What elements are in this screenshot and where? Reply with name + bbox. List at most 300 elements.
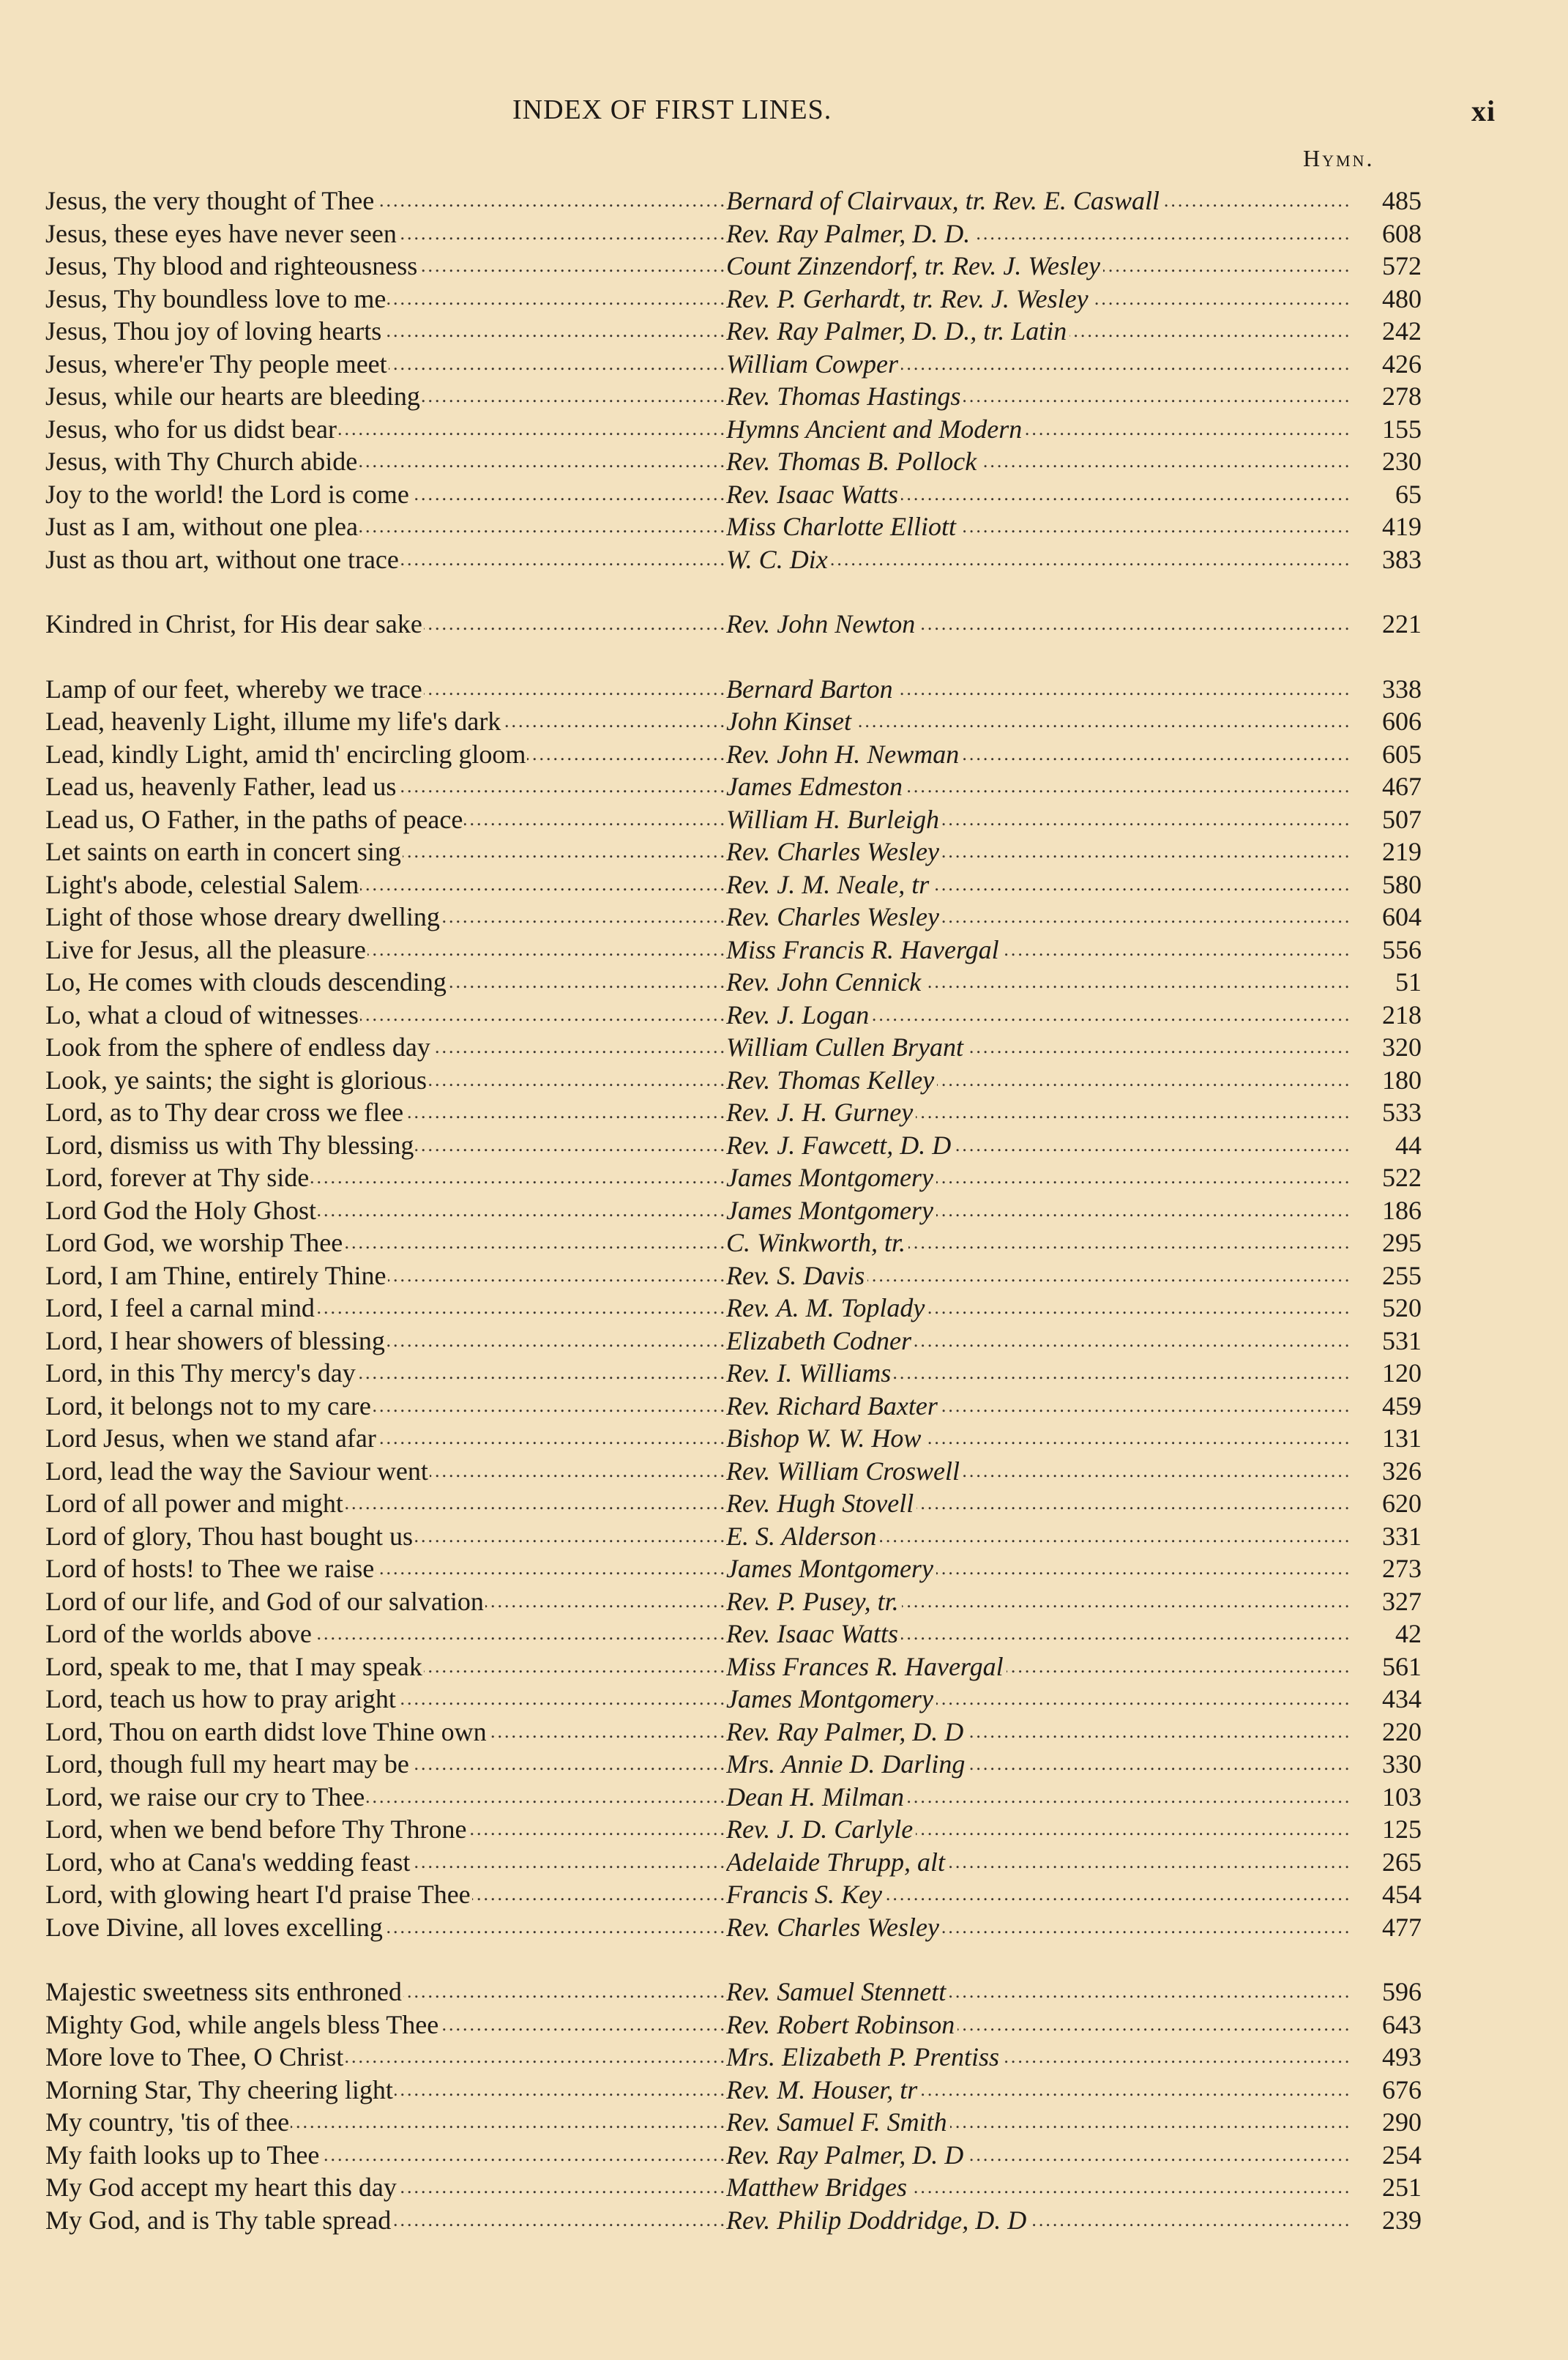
author-text: Dean H. Milman (726, 1782, 907, 1812)
author-cell (726, 2139, 1352, 2172)
hymn-number: 606 (1382, 707, 1422, 736)
hymn-number: 676 (1382, 2074, 1422, 2104)
first-line-text: Light of those whose dreary dwelling (45, 902, 440, 931)
first-line-cell (45, 934, 726, 967)
author-cell (726, 1650, 1352, 1683)
author-text: Rev. John H. Newman (726, 740, 962, 769)
author-cell (726, 2204, 1352, 2237)
first-line-cell (45, 2171, 726, 2204)
index-entry (45, 966, 1422, 999)
hymn-number: 242 (1382, 316, 1422, 346)
first-line-text: Lord, I am Thine, entirely Thine (45, 1260, 387, 1290)
first-line-text: Lord Jesus, when we stand afar (45, 1423, 376, 1453)
author-cell (726, 478, 1352, 511)
first-line-text: Just as thou art, without one trace (45, 544, 399, 574)
author-text: Rev. J. Fawcett, D. D (726, 1131, 954, 1160)
first-line-text: Lord, when we bend before Thy Throne (45, 1814, 467, 1844)
author-text: Rev. John Cennick (726, 967, 924, 997)
author-text: Rev. Ray Palmer, D. D (726, 2140, 966, 2170)
author-text: Rev. J. Logan (726, 1000, 872, 1030)
first-line-cell (45, 1129, 726, 1162)
hymn-number: 51 (1395, 967, 1422, 997)
author-cell (726, 1259, 1352, 1292)
author-cell (726, 1552, 1352, 1585)
first-line-cell (45, 1716, 726, 1749)
author-text: Bernard of Clairvaux, tr. Rev. E. Caswall (726, 186, 1162, 215)
author-text: Count Zinzendorf, tr. Rev. J. Wesley (726, 251, 1103, 280)
first-line-text: Lord of all power and might (45, 1489, 343, 1518)
first-line-cell (45, 413, 726, 446)
index-entry (45, 2139, 1422, 2172)
first-line-text: Jesus, where'er Thy people meet (45, 349, 387, 379)
index-entry (45, 1031, 1422, 1064)
author-text: Bishop W. W. How (726, 1423, 924, 1453)
first-line-cell (45, 1096, 726, 1129)
hymn-number: 605 (1382, 739, 1422, 769)
index-entry (45, 1618, 1422, 1650)
first-line-cell (45, 966, 726, 999)
author-text: Mrs. Elizabeth P. Prentiss (726, 2042, 1002, 2071)
hymn-number: 65 (1395, 479, 1422, 509)
hymn-number: 643 (1382, 2009, 1422, 2039)
first-line-cell (45, 2009, 726, 2041)
first-line-cell (45, 2041, 726, 2074)
author-text: Rev. Ray Palmer, D. D., tr. Latin (726, 316, 1069, 346)
author-text: Rev. J. M. Neale, tr (726, 870, 932, 899)
index-entry (45, 2009, 1422, 2041)
first-line-cell (45, 901, 726, 934)
hymn-number: 220 (1382, 1716, 1422, 1746)
author-text: Bernard Barton (726, 674, 896, 704)
index-entry (45, 1325, 1422, 1358)
index-entry (45, 1129, 1422, 1162)
first-line-text: Lord, who at Cana's wedding feast (45, 1847, 411, 1877)
page-title: INDEX OF FIRST LINES. (512, 94, 832, 125)
index-entry (45, 2171, 1422, 2204)
hymn-number: 520 (1382, 1293, 1422, 1322)
first-line-cell (45, 738, 726, 771)
author-text: Rev. Ray Palmer, D. D. (726, 219, 973, 248)
first-line-text: Just as I am, without one plea (45, 512, 358, 541)
author-text: Rev. Isaac Watts (726, 480, 901, 509)
first-line-text: Look from the sphere of endless day (45, 1032, 430, 1062)
author-text: Rev. Thomas Kelley (726, 1065, 937, 1095)
first-line-text: More love to Thee, O Christ (45, 2042, 344, 2071)
index-entry (45, 868, 1422, 901)
first-line-cell (45, 1520, 726, 1553)
index-entry (45, 2204, 1422, 2237)
first-line-cell (45, 1585, 726, 1618)
author-cell (726, 217, 1352, 250)
hymn-number: 531 (1382, 1325, 1422, 1355)
first-line-cell (45, 1748, 726, 1781)
index-entry (45, 673, 1422, 706)
letter-group-j (45, 185, 1422, 576)
first-line-text: Lead us, heavenly Father, lead us (45, 772, 397, 801)
hymn-number: 239 (1382, 2205, 1422, 2235)
hymn-number: 327 (1382, 1586, 1422, 1616)
index-entry (45, 901, 1422, 934)
hymn-number: 331 (1382, 1521, 1422, 1551)
index-entry (45, 1911, 1422, 1944)
author-cell (726, 1520, 1352, 1553)
first-line-text: Jesus, Thy boundless love to me (45, 283, 387, 313)
first-line-text: Lead us, O Father, in the paths of peace (45, 804, 463, 834)
first-line-cell (45, 1161, 726, 1194)
author-cell (726, 543, 1352, 576)
first-line-text: Mighty God, while angels bless Thee (45, 2009, 439, 2039)
hymn-number: 383 (1382, 544, 1422, 574)
author-text: Miss Frances R. Havergal (726, 1652, 1007, 1681)
index-entry (45, 934, 1422, 967)
first-line-cell (45, 380, 726, 413)
hymn-number: 608 (1382, 218, 1422, 248)
hymn-number: 295 (1382, 1228, 1422, 1257)
author-text: Rev. Charles Wesley (726, 1913, 942, 1942)
author-text: Rev. P. Pusey, tr. (726, 1587, 902, 1616)
author-cell (726, 1716, 1352, 1749)
author-cell (726, 1031, 1352, 1064)
first-line-cell (45, 445, 726, 478)
first-line-text: My God, and is Thy table spread (45, 2205, 392, 2235)
first-line-text: Lamp of our feet, whereby we trace (45, 674, 422, 704)
first-line-text: Jesus, who for us didst bear (45, 414, 337, 444)
author-text: Rev. A. M. Toplady (726, 1293, 927, 1322)
index-entry (45, 510, 1422, 543)
first-line-cell (45, 1422, 726, 1455)
author-cell (726, 738, 1352, 771)
author-cell (726, 250, 1352, 283)
author-text: Rev. Thomas B. Pollock (726, 447, 979, 476)
hymn-number: 604 (1382, 902, 1422, 931)
hymn-number: 620 (1382, 1489, 1422, 1518)
author-text: Hymns Ancient and Modern (726, 414, 1025, 444)
page-header (0, 94, 1568, 138)
index-entry (45, 1096, 1422, 1129)
first-line-text: Lord, I feel a carnal mind (45, 1293, 315, 1322)
hymn-number: 42 (1395, 1619, 1422, 1648)
index-entry (45, 1781, 1422, 1814)
first-line-cell (45, 608, 726, 641)
first-line-text: Light's abode, celestial Salem (45, 869, 359, 899)
first-line-text: Lord, though full my heart may be (45, 1749, 409, 1779)
author-text: William Cowper (726, 349, 901, 379)
hymn-number: 556 (1382, 934, 1422, 964)
hymn-number: 219 (1382, 837, 1422, 866)
hymn-number: 338 (1382, 674, 1422, 704)
author-cell (726, 283, 1352, 316)
hymn-number: 131 (1382, 1423, 1422, 1453)
author-cell (726, 1194, 1352, 1227)
first-line-cell (45, 1194, 726, 1227)
first-line-text: Lo, what a cloud of witnesses (45, 1000, 359, 1030)
index-entry (45, 1552, 1422, 1585)
index-entry (45, 1390, 1422, 1423)
index-entry (45, 705, 1422, 738)
first-line-cell (45, 2074, 726, 2107)
author-text: Rev. Charles Wesley (726, 902, 942, 931)
first-line-cell (45, 999, 726, 1032)
author-text: Rev. Hugh Stovell (726, 1489, 916, 1518)
hymn-number: 419 (1382, 512, 1422, 541)
author-cell (726, 1292, 1352, 1325)
author-cell (726, 413, 1352, 446)
first-line-cell (45, 673, 726, 706)
first-line-cell (45, 770, 726, 803)
index-entry (45, 1813, 1422, 1846)
author-text: Rev. I. Williams (726, 1358, 894, 1388)
author-cell (726, 1161, 1352, 1194)
first-line-cell (45, 283, 726, 316)
first-line-cell (45, 1976, 726, 2009)
index-entry (45, 2106, 1422, 2139)
index-entry (45, 348, 1422, 381)
index-entry (45, 1878, 1422, 1911)
author-cell (726, 1813, 1352, 1846)
hymn-number: 330 (1382, 1749, 1422, 1779)
first-line-text: My country, 'tis of thee (45, 2107, 290, 2137)
first-line-text: Lord, dismiss us with Thy blessing (45, 1130, 414, 1160)
author-text: Rev. J. D. Carlyle (726, 1814, 916, 1844)
index-entry (45, 1194, 1422, 1227)
hymn-number: 454 (1382, 1880, 1422, 1909)
author-text: James Montgomery (726, 1163, 936, 1192)
first-line-cell (45, 1552, 726, 1585)
hymn-number: 580 (1382, 869, 1422, 899)
index-entry (45, 1976, 1422, 2009)
first-line-text: Lord of glory, Thou hast bought us (45, 1521, 413, 1551)
hymn-column-heading: Hymn. (1303, 145, 1375, 171)
hymn-number: 254 (1382, 2140, 1422, 2170)
first-line-text: Look, ye saints; the sight is glorious (45, 1065, 427, 1095)
first-line-text: Lord of the worlds above (45, 1619, 312, 1648)
first-line-cell (45, 1325, 726, 1358)
first-line-text: Lord, as to Thy dear cross we flee (45, 1098, 404, 1127)
author-cell (726, 803, 1352, 836)
first-line-text: Lord, it belongs not to my care (45, 1391, 371, 1421)
index-entry (45, 1748, 1422, 1781)
first-line-cell (45, 1878, 726, 1911)
hymn-number: 493 (1382, 2042, 1422, 2071)
index-entry (45, 1064, 1422, 1097)
author-cell (726, 1878, 1352, 1911)
first-line-cell (45, 1487, 726, 1520)
hymn-number: 125 (1382, 1814, 1422, 1844)
author-text: Matthew Bridges (726, 2173, 910, 2202)
first-line-cell (45, 1846, 726, 1879)
index-entry (45, 1716, 1422, 1749)
first-line-cell (45, 1031, 726, 1064)
author-text: Rev. William Croswell (726, 1456, 963, 1486)
author-cell (726, 2074, 1352, 2107)
first-line-cell (45, 217, 726, 250)
index-entry (45, 1585, 1422, 1618)
index-entry (45, 380, 1422, 413)
first-line-cell (45, 1683, 726, 1716)
author-cell (726, 673, 1352, 706)
author-cell (726, 348, 1352, 381)
author-cell (726, 934, 1352, 967)
author-text: Rev. Thomas Hastings (726, 381, 963, 411)
first-line-text: Kindred in Christ, for His dear sake (45, 609, 422, 639)
hymn-number: 265 (1382, 1847, 1422, 1877)
first-line-text: My God accept my heart this day (45, 2173, 397, 2202)
author-text: William H. Burleigh (726, 805, 942, 834)
index-entry (45, 1520, 1422, 1553)
index-entry (45, 738, 1422, 771)
first-line-cell (45, 705, 726, 738)
author-cell (726, 1748, 1352, 1781)
index-entry (45, 1292, 1422, 1325)
first-line-text: Lord God, we worship Thee (45, 1228, 343, 1257)
hymn-number: 320 (1382, 1032, 1422, 1062)
first-line-text: Morning Star, Thy cheering light (45, 2074, 393, 2104)
index-entry (45, 1650, 1422, 1683)
hymn-number: 180 (1382, 1065, 1422, 1095)
author-text: Rev. Ray Palmer, D. D (726, 1717, 966, 1746)
author-text: Rev. John Newton (726, 609, 918, 639)
first-line-text: My faith looks up to Thee (45, 2140, 320, 2170)
first-line-text: Let saints on earth in concert sing (45, 837, 401, 866)
first-line-text: Lord, teach us how to pray aright (45, 1684, 396, 1713)
first-line-cell (45, 1813, 726, 1846)
index-entry (45, 283, 1422, 316)
hymn-number: 155 (1382, 414, 1422, 444)
index-entry (45, 1161, 1422, 1194)
first-line-cell (45, 510, 726, 543)
author-text: Rev. Richard Baxter (726, 1391, 941, 1421)
first-line-text: Majestic sweetness sits enthroned (45, 1977, 402, 2006)
first-line-text: Jesus, with Thy Church abide (45, 447, 358, 476)
hymn-number: 230 (1382, 447, 1422, 476)
author-cell (726, 1487, 1352, 1520)
author-cell (726, 1357, 1352, 1390)
index-entry (45, 1487, 1422, 1520)
first-line-text: Lead, kindly Light, amid th' encircling gloom (45, 739, 526, 769)
hymn-number: 480 (1382, 283, 1422, 313)
hymn-number: 467 (1382, 772, 1422, 801)
first-line-text: Lord of hosts! to Thee we raise (45, 1554, 375, 1583)
author-cell (726, 966, 1352, 999)
author-text: James Montgomery (726, 1554, 936, 1583)
author-text: James Montgomery (726, 1196, 936, 1225)
first-line-text: Lord, Thou on earth didst love Thine own (45, 1716, 487, 1746)
index-entry (45, 445, 1422, 478)
index-entry (45, 413, 1422, 446)
first-line-cell (45, 835, 726, 868)
first-line-text: Joy to the world! the Lord is come (45, 479, 409, 509)
author-cell (726, 315, 1352, 348)
first-line-cell (45, 1618, 726, 1650)
index-entry (45, 1259, 1422, 1292)
author-text: W. C. Dix (726, 545, 831, 574)
first-line-text: Jesus, while our hearts are bleeding (45, 381, 420, 411)
hymn-number: 326 (1382, 1456, 1422, 1486)
author-cell (726, 185, 1352, 217)
first-line-cell (45, 2204, 726, 2237)
hymn-number: 251 (1382, 2173, 1422, 2202)
index-entry (45, 1683, 1422, 1716)
author-cell (726, 1064, 1352, 1097)
first-line-text: Lord, forever at Thy side (45, 1163, 310, 1192)
first-line-cell (45, 1390, 726, 1423)
first-line-cell (45, 185, 726, 217)
first-line-cell (45, 1911, 726, 1944)
hymn-number: 485 (1382, 186, 1422, 215)
hymn-number: 561 (1382, 1651, 1422, 1681)
hymn-number: 522 (1382, 1163, 1422, 1192)
author-cell (726, 868, 1352, 901)
author-text: Rev. Samuel F. Smith (726, 2107, 950, 2137)
author-text: Adelaide Thrupp, alt (726, 1847, 948, 1877)
author-text: Francis S. Key (726, 1880, 885, 1909)
author-cell (726, 1781, 1352, 1814)
first-line-cell (45, 1781, 726, 1814)
hymn-number: 459 (1382, 1391, 1422, 1421)
first-line-text: Lo, He comes with clouds descending (45, 967, 447, 997)
author-cell (726, 1683, 1352, 1716)
index-entry (45, 770, 1422, 803)
hymn-number: 278 (1382, 381, 1422, 411)
first-line-cell (45, 1259, 726, 1292)
hymn-number: 434 (1382, 1684, 1422, 1713)
author-text: Miss Francis R. Havergal (726, 935, 1002, 964)
author-cell (726, 1325, 1352, 1358)
author-cell (726, 999, 1352, 1032)
first-line-cell (45, 868, 726, 901)
letter-group-m (45, 1976, 1422, 2236)
author-cell (726, 2041, 1352, 2074)
author-cell (726, 835, 1352, 868)
first-line-text: Lord God the Holy Ghost (45, 1195, 316, 1225)
author-cell (726, 510, 1352, 543)
page-number: xi (1471, 94, 1496, 127)
author-text: James Montgomery (726, 1684, 936, 1713)
index-entry (45, 185, 1422, 217)
first-line-text: Jesus, these eyes have never seen (45, 218, 397, 248)
hymn-number: 186 (1382, 1195, 1422, 1225)
index-list (45, 185, 1422, 2268)
author-cell (726, 1226, 1352, 1259)
author-text: Elizabeth Codner (726, 1326, 914, 1355)
author-text: William Cullen Bryant (726, 1032, 966, 1062)
first-line-cell (45, 2106, 726, 2139)
first-line-cell (45, 2139, 726, 2172)
first-line-cell (45, 250, 726, 283)
author-cell (726, 1976, 1352, 2009)
author-cell (726, 1846, 1352, 1879)
author-cell (726, 770, 1352, 803)
first-line-cell (45, 478, 726, 511)
hymn-number: 426 (1382, 349, 1422, 379)
author-text: Miss Charlotte Elliott (726, 512, 959, 541)
hymn-number: 255 (1382, 1260, 1422, 1290)
index-entry (45, 478, 1422, 511)
hymn-number: 290 (1382, 2107, 1422, 2137)
author-cell (726, 901, 1352, 934)
author-text: Rev. Charles Wesley (726, 837, 942, 866)
first-line-cell (45, 803, 726, 836)
first-line-cell (45, 348, 726, 381)
index-entry (45, 803, 1422, 836)
first-line-text: Jesus, the very thought of Thee (45, 186, 375, 215)
index-entry (45, 1422, 1422, 1455)
author-text: Rev. M. Houser, tr (726, 2075, 920, 2104)
hymn-number: 596 (1382, 1977, 1422, 2006)
index-entry (45, 543, 1422, 576)
first-line-text: Lord, lead the way the Saviour went (45, 1456, 428, 1486)
index-entry (45, 835, 1422, 868)
